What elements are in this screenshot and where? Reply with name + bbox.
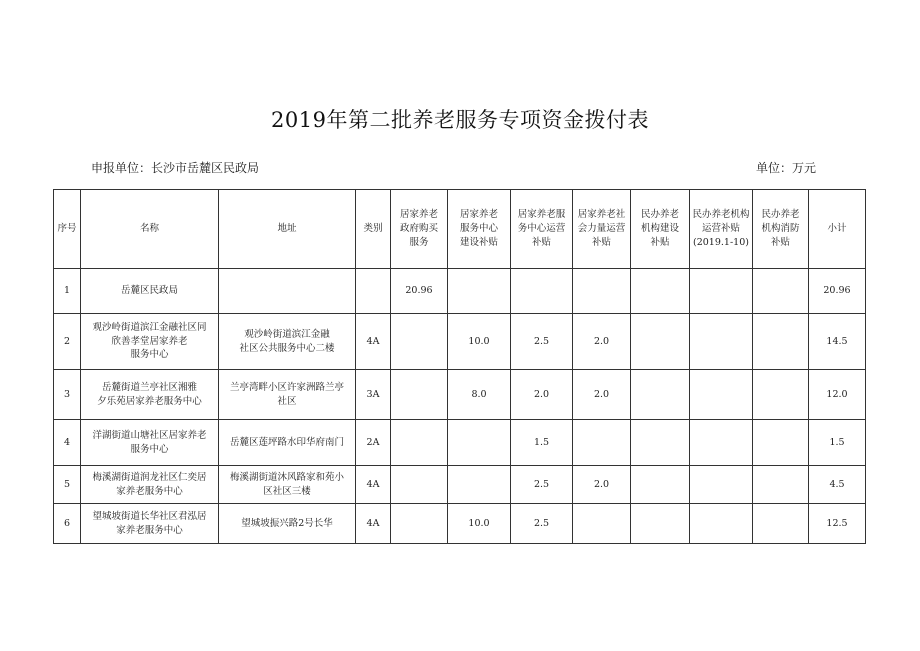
column-header-line: 补贴 [591,236,611,248]
column-header [356,190,391,269]
row-number: 5 [54,466,81,504]
category-cell [356,269,391,314]
column-header-line: 补贴 [770,236,790,248]
column-header-line: 服务 [409,236,429,248]
subtotal-cell: 20.96 [809,269,866,314]
column-header-line: 运营补贴 [701,223,740,235]
row-number: 6 [54,504,81,544]
column-header [573,190,631,269]
gov-purchase-cell [391,370,448,420]
column-header-line: 小计 [827,223,847,235]
org-name-line: 洋湖街道山塘社区居家养老 [92,429,207,441]
center-build-cell: 10.0 [448,314,511,370]
org-name-line: 服务中心 [130,349,169,361]
private-fire-cell [753,370,809,420]
column-header-line: 类别 [363,223,383,235]
address-line: 社区 [277,395,297,407]
private-op-cell [690,269,753,314]
center-op-cell: 2.5 [511,314,573,370]
gov-purchase-cell: 20.96 [391,269,448,314]
column-header [690,190,753,269]
private-op-cell [690,420,753,466]
column-header-line: 政府购买 [399,223,438,235]
column-header-line: (2019.1-10) [693,236,749,248]
column-header-line: 居家养老 [399,209,438,221]
private-fire-cell [753,269,809,314]
column-header-line: 机构建设 [640,223,679,235]
address-line: 区社区三楼 [263,485,311,497]
subtotal-cell: 12.0 [809,370,866,420]
address-cell [219,314,356,370]
column-header-line: 机构消防 [761,223,800,235]
social-op-cell [573,504,631,544]
address-cell [219,466,356,504]
private-build-cell [631,314,690,370]
allocation-table [53,189,866,544]
org-name-line: 家养老服务中心 [116,524,183,536]
center-build-cell: 10.0 [448,504,511,544]
column-header-line: 居家养老社 [577,209,626,221]
gov-purchase-cell [391,466,448,504]
org-name-cell [81,269,219,314]
private-fire-cell [753,466,809,504]
column-header [54,190,81,269]
address-cell [219,504,356,544]
column-header [391,190,448,269]
header-row [54,190,866,269]
address-cell [219,370,356,420]
column-header [448,190,511,269]
subtotal-cell: 14.5 [809,314,866,370]
row-number: 2 [54,314,81,370]
column-header-line: 居家养老服 [517,209,566,221]
row-number: 3 [54,370,81,420]
address-line: 岳麓区莲坪路水印华府南门 [229,436,344,448]
private-fire-cell [753,504,809,544]
private-op-cell [690,370,753,420]
private-op-cell [690,314,753,370]
column-header-line: 补贴 [650,236,670,248]
category-cell: 4A [356,466,391,504]
address-line: 社区公共服务中心二楼 [239,342,335,354]
table-row [54,420,866,466]
subtotal-cell: 12.5 [809,504,866,544]
column-header [809,190,866,269]
subtotal-cell: 1.5 [809,420,866,466]
center-op-cell: 2.5 [511,466,573,504]
category-cell: 3A [356,370,391,420]
org-name-cell [81,370,219,420]
column-header-line: 建设补贴 [459,236,498,248]
social-op-cell: 2.0 [573,466,631,504]
address-line: 观沙岭街道滨江金融 [244,328,330,340]
center-build-cell [448,420,511,466]
org-name-line: 梅溪湖街道润龙社区仁奕居 [92,471,207,483]
social-op-cell: 2.0 [573,370,631,420]
private-build-cell [631,466,690,504]
column-header-line: 地址 [277,223,297,235]
column-header-line: 名称 [139,223,159,235]
social-op-cell [573,269,631,314]
subtotal-cell: 4.5 [809,466,866,504]
org-name-line: 岳麓区民政局 [120,285,178,297]
org-name-line: 观沙岭街道滨江金融社区同 [92,321,207,333]
private-fire-cell [753,420,809,466]
private-build-cell [631,420,690,466]
org-name-line: 服务中心 [130,443,169,455]
table-row [54,314,866,370]
center-op-cell: 1.5 [511,420,573,466]
row-number: 1 [54,269,81,314]
private-build-cell [631,269,690,314]
table-row [54,269,866,314]
private-build-cell [631,370,690,420]
center-op-cell: 2.5 [511,504,573,544]
gov-purchase-cell [391,420,448,466]
center-op-cell [511,269,573,314]
column-header [631,190,690,269]
column-header [753,190,809,269]
org-name-line: 家养老服务中心 [116,485,183,497]
column-header-line: 民办养老 [640,209,679,221]
gov-purchase-cell [391,504,448,544]
column-header [81,190,219,269]
address-line: 兰亭湾畔小区许家洲路兰亭 [229,381,344,393]
applicant-label: 申报单位：长沙市岳麓区民政局 [91,161,260,175]
column-header [219,190,356,269]
column-header-line: 补贴 [531,236,551,248]
table-row [54,466,866,504]
private-op-cell [690,504,753,544]
social-op-cell [573,420,631,466]
category-cell: 4A [356,504,391,544]
org-name-cell [81,466,219,504]
center-op-cell: 2.0 [511,370,573,420]
column-header-line: 民办养老机构 [692,209,750,221]
row-number: 4 [54,420,81,466]
column-header-line: 服务中心 [459,223,498,235]
column-header-line: 序号 [57,223,77,235]
center-build-cell [448,466,511,504]
address-cell [219,420,356,466]
private-fire-cell [753,314,809,370]
category-cell: 4A [356,314,391,370]
private-build-cell [631,504,690,544]
unit-label: 单位：万元 [756,161,817,175]
address-line: 梅溪湖街道沐风路家和苑小 [229,471,344,483]
column-header [511,190,573,269]
gov-purchase-cell [391,314,448,370]
org-name-line: 望城坡街道长华社区君泓居 [92,510,207,522]
column-header-line: 居家养老 [459,209,498,221]
org-name-line: 夕乐苑居家养老服务中心 [97,395,202,407]
address-cell [219,269,356,314]
table-row [54,370,866,420]
column-header-line: 务中心运营 [517,223,566,235]
category-cell: 2A [356,420,391,466]
address-line: 望城坡振兴路2号长华 [241,517,333,529]
column-header-line: 民办养老 [761,209,800,221]
org-name-cell [81,420,219,466]
social-op-cell: 2.0 [573,314,631,370]
org-name-line: 岳麓街道兰亭社区湘雅 [101,381,197,393]
column-header-line: 会力量运营 [577,223,626,235]
center-build-cell: 8.0 [448,370,511,420]
private-op-cell [690,466,753,504]
org-name-line: 欣善孝堂居家养老 [111,335,188,347]
org-name-cell [81,314,219,370]
org-name-cell [81,504,219,544]
center-build-cell [448,269,511,314]
page-title: 2019年第二批养老服务专项资金拨付表 [271,108,649,132]
table-row [54,504,866,544]
